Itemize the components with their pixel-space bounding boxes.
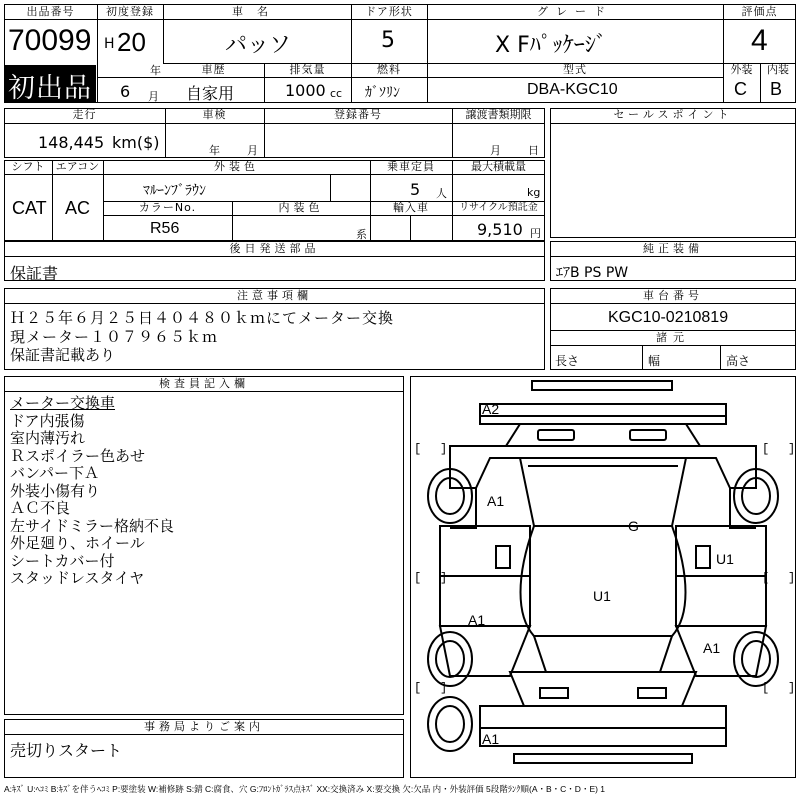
transfer-deadline-label: 譲渡書類期限 [465,108,532,121]
mark-right-front-door: U1 [716,551,734,567]
displacement-unit: cc [330,87,343,100]
month-unit: 月 [148,90,159,103]
max-load-unit: kg [527,186,541,199]
mileage: 148,445 [38,133,105,152]
office-message: 売切りスタート [10,741,123,760]
fuel: ｶﾞｿﾘﾝ [365,85,400,101]
score-label: 評価点 [741,5,778,18]
mark-front-left: A1 [487,493,505,509]
first-reg-month: 6 [120,82,131,101]
inspector-item: バンパー下Ａ [10,464,99,482]
notes-line-2: 現メーター１０７９６５ｋｍ [10,328,219,346]
later-parts: 保証書 [10,264,59,283]
int-color-label: 内装色 [278,201,324,214]
svg-text:]: ] [440,681,448,695]
color-no: R56 [150,220,180,237]
shift: CAT [12,198,47,218]
svg-text:[: [ [762,681,770,695]
lot-number: 70099 [8,24,92,57]
int-color-unit: 系 [356,228,367,241]
recycle-label: リサイクル預託金 [459,202,538,213]
ext-color: ﾏﾙｰﾝﾌﾞﾗｳﾝ [143,183,206,199]
first-listing-text: 初出品 [8,73,92,104]
reg-no-label: 登録番号 [334,108,382,121]
inspection-label: 車検 [202,108,227,121]
inspection-year-unit: 年 [209,144,220,157]
mileage-label: 走行 [72,108,97,121]
notes-line-1: Ｈ２５年６月２５日４０４８０ｋｍにてメーター交換 [10,309,395,327]
inspector-item: 外装小傷有り [10,481,101,500]
inspector-item: 外足廻り、ホイール [10,534,145,552]
svg-text:[: [ [762,571,770,585]
car-body-diagram [410,376,796,778]
inspection-month-unit: 月 [247,144,258,157]
model-label: 型式 [563,63,587,76]
notes-line-3: 保証書記載あり [10,346,116,364]
interior-label: 内装 [767,63,789,76]
car-name-label: 車名 [232,5,282,18]
exterior-label: 外装 [730,63,753,76]
history-label: 車歴 [201,63,226,76]
fuel-label: 燃料 [377,63,401,76]
genuine-equip: ｴｱB PS PW [556,265,629,281]
ac: AC [65,198,91,218]
sales-point-label: セールスポイント [613,108,733,121]
recycle: 9,510 [477,220,523,239]
car-name: パッソ [225,33,292,58]
model: DBA-KGC10 [527,81,618,98]
lot-number-label: 出品番号 [26,5,75,18]
inspector-label: 検査員記入欄 [159,377,249,390]
mark-roof: U1 [593,588,611,604]
dims-label: 諸元 [656,331,690,344]
recycle-unit: 円 [530,227,541,240]
shift-label: シフト [11,160,45,173]
mark-left-rear-door: A1 [468,612,486,628]
inspector-item: ＡＣ不良 [10,499,71,517]
ac-label: エアコン [55,160,100,173]
inspector-item: 室内薄汚れ [10,429,86,447]
office-label: 事務局よりご案内 [144,720,264,733]
ext-color-label: 外装色 [214,160,259,173]
damage-legend: A:ｷｽﾞ U:ﾍｺﾐ B:ｷｽﾞを伴うﾍｺﾐ P:要塗装 W:補修跡 S:錆 C:腐食、穴 G:ﾌﾛﾝﾄｶﾞﾗｽ点ｷｽﾞ XX:交換済み X:要交換 欠:欠品 内・外装評価 5段階ﾗﾝｸ順(A・B・C・D・E) 1 [4,784,606,794]
height-label: 高さ [726,354,751,368]
svg-text:[: [ [762,442,770,456]
transfer-month-unit: 月 [490,144,501,157]
doors-label: ドア形状 [365,5,413,18]
inspector-item: Ｒスポイラー色あせ [10,446,146,465]
displacement-label: 排気量 [289,63,326,76]
svg-text:]: ] [440,442,448,456]
year-unit: 年 [150,64,161,77]
displacement: 1000 [285,81,326,100]
grade-label: グレード [537,5,613,18]
interior-score: B [770,79,783,99]
inspector-item: スタッドレスタイヤ [10,569,145,587]
svg-text:[: [ [414,442,422,456]
svg-text:]: ] [788,681,796,695]
capacity-unit: 人 [436,187,447,200]
grade: X Fﾊﾟｯｹｰｼﾞ [495,33,607,58]
history: 自家用 [186,84,235,103]
width-label: 幅 [648,354,661,368]
color-no-label: カラーNo. [138,201,197,214]
mark-right-rear: A1 [703,640,721,656]
inspector-item: メーター交換車 [10,394,116,412]
inspector-item: 左サイドミラー格納不良 [10,516,174,535]
capacity: 5 [410,180,421,199]
chassis-label: 車台番号 [643,289,703,302]
max-load-label: 最大積載量 [471,160,526,173]
chassis-number: KGC10-0210819 [608,309,729,326]
svg-text:]: ] [788,442,796,456]
mileage-unit: km($) [112,133,160,152]
later-parts-label: 後日発送部品 [229,242,320,255]
notes-label: 注意事項欄 [237,289,312,302]
transfer-day-unit: 日 [528,144,539,157]
svg-text:]: ] [788,571,796,585]
mark-windshield: G [628,518,639,534]
capacity-label: 乗車定員 [387,160,435,173]
svg-text:]: ] [440,571,448,585]
mark-front-bumper: A2 [482,401,500,417]
svg-text:[: [ [414,681,422,695]
inspector-item: シートカバー付 [10,551,115,570]
import-label: 輸入車 [393,201,429,214]
first-reg-era: H [104,36,115,52]
exterior-score: C [734,79,747,99]
sales-point-section [550,108,796,238]
first-reg-label: 初度登録 [106,5,154,18]
doors: 5 [381,28,395,53]
inspector-item: ドア内張傷 [10,411,85,430]
svg-text:[: [ [414,571,422,585]
score: 4 [751,24,768,57]
first-reg-year: 20 [117,27,146,57]
genuine-equip-label: 純正装備 [643,242,703,255]
length-label: 長さ [555,354,580,368]
mark-rear-bumper: A1 [482,731,500,747]
inspector-list [10,395,174,588]
